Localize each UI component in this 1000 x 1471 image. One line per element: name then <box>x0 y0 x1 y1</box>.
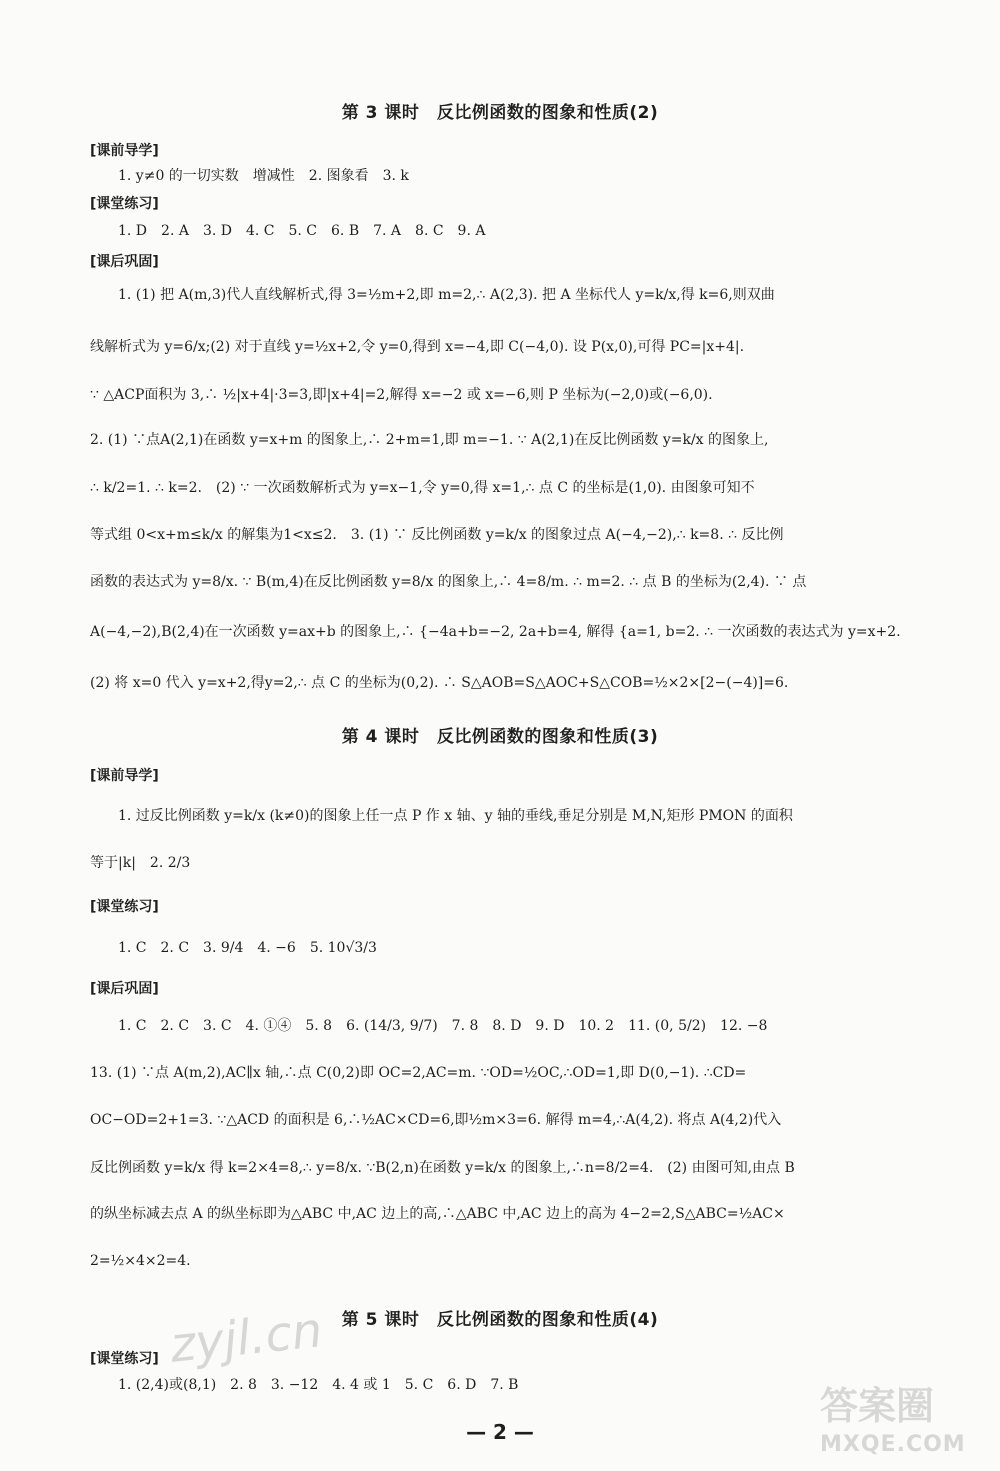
lesson3-line: 函数的表达式为 y=8/x. ∵ B(m,4)在反比例函数 y=8/x 的图象上,∴ 4=8/m. ∴ m=2. ∴ 点 B 的坐标为(2,4). ∵ 点 <box>90 574 807 590</box>
lesson4-pre-line: 等于|k| 2. 2/3 <box>90 855 191 871</box>
lesson3-line: 线解析式为 y=6/x;(2) 对于直线 y=½x+2,令 y=0,得到 x=−4,即 C(−4,0). 设 P(x,0),可得 PC=|x+4|. <box>90 339 745 355</box>
lesson4-pre-line: 1. 过反比例函数 y=k/x (k≠0)的图象上任一点 P 作 x 轴、y 轴的垂线,垂足分别是 M,N,矩形 PMON 的面积 <box>118 808 793 824</box>
lesson3-line: 等式组 0<x+m≤k/x 的解集为1<x≤2. 3. (1) ∵ 反比例函数 y=k/x 的图象过点 A(−4,−2),∴ k=8. ∴ 反比例 <box>90 527 784 543</box>
lesson5-class-line: 1. (2,4)或(8,1) 2. 8 3. −12 4. 4 或 1 5. C 6. D 7. B <box>118 1377 519 1393</box>
lesson3-class-label: [课堂练习] <box>90 196 159 212</box>
lesson3-pre-label: [课前导学] <box>90 143 159 159</box>
lesson3-line: 2. (1) ∵点A(2,1)在函数 y=x+m 的图象上,∴ 2+m=1,即 m=−1. ∵ A(2,1)在反比例函数 y=k/x 的图象上, <box>90 432 769 448</box>
lesson3-line: (2) 将 x=0 代入 y=x+2,得y=2,∴ 点 C 的坐标为(0,2). ∴ S△AOB=S△AOC+S△COB=½×2×[2−(−4)]=6. <box>90 675 789 691</box>
lesson3-title: 第 3 课时 反比例函数的图象和性质(2) <box>341 103 659 123</box>
lesson4-line: 2=½×4×2=4. <box>90 1253 191 1269</box>
watermark-logo: 答案圈 <box>820 1384 935 1428</box>
lesson5-title: 第 5 课时 反比例函数的图象和性质(4) <box>341 1310 659 1330</box>
lesson5-class-label: [课堂练习] <box>90 1351 159 1367</box>
watermark-zyjl: zyjl.cn <box>167 1302 325 1374</box>
page-number: — 2 — <box>466 1420 534 1444</box>
lesson4-line: OC−OD=2+1=3. ∵△ACD 的面积是 6,∴½AC×CD=6,即½m×3=6. 解得 m=4,∴A(4,2). 将点 A(4,2)代入 <box>90 1112 782 1128</box>
lesson4-class-label: [课堂练习] <box>90 899 159 915</box>
lesson3-line: ∵ △ACP面积为 3,∴ ½|x+4|·3=3,即|x+4|=2,解得 x=−2 或 x=−6,则 P 坐标为(−2,0)或(−6,0). <box>90 387 713 403</box>
watermark-url: MXQE.COM <box>820 1432 966 1457</box>
lesson4-line: 反比例函数 y=k/x 得 k=2×4=8,∴ y=8/x. ∵B(2,n)在函数 y=k/x 的图象上,∴n=8/2=4. (2) 由图可知,由点 B <box>90 1160 795 1176</box>
lesson4-line: 13. (1) ∵点 A(m,2),AC∥x 轴,∴点 C(0,2)即 OC=2,AC=m. ∵OD=½OC,∴OD=1,即 D(0,−1). ∴CD= <box>90 1065 747 1081</box>
lesson3-pre-line: 1. y≠0 的一切实数 增减性 2. 图象看 3. k <box>118 168 409 184</box>
lesson4-line: 的纵坐标减去点 A 的纵坐标即为△ABC 中,AC 边上的高,∴△ABC 中,AC 边上的高为 4−2=2,S△ABC=½AC× <box>90 1206 785 1222</box>
lesson3-line: ∴ k/2=1. ∴ k=2. (2) ∵ 一次函数解析式为 y=x−1,令 y=0,得 x=1,∴ 点 C 的坐标是(1,0). 由图象可知不 <box>90 480 755 496</box>
lesson3-line: 1. (1) 把 A(m,3)代人直线解析式,得 3=½m+2,即 m=2,∴ A(2,3). 把 A 坐标代人 y=k/x,得 k=6,则双曲 <box>118 287 775 303</box>
lesson4-after-label: [课后巩固] <box>90 981 159 997</box>
lesson4-class-line: 1. C 2. C 3. 9/4 4. −6 5. 10√3/3 <box>118 940 377 956</box>
lesson3-class-line: 1. D 2. A 3. D 4. C 5. C 6. B 7. A 8. C 9. A <box>118 223 486 239</box>
lesson4-title: 第 4 课时 反比例函数的图象和性质(3) <box>341 727 659 747</box>
lesson3-after-label: [课后巩固] <box>90 254 159 270</box>
lesson4-after-line: 1. C 2. C 3. C 4. ①④ 5. 8 6. (14/3, 9/7) 7. 8 8. D 9. D 10. 2 11. (0, 5/2) 12. −8 <box>118 1018 768 1034</box>
lesson4-pre-label: [课前导学] <box>90 768 159 784</box>
lesson3-line: A(−4,−2),B(2,4)在一次函数 y=ax+b 的图象上,∴ {−4a+b=−2, 2a+b=4, 解得 {a=1, b=2. ∴ 一次函数的表达式为 y=x+2. <box>90 624 901 640</box>
